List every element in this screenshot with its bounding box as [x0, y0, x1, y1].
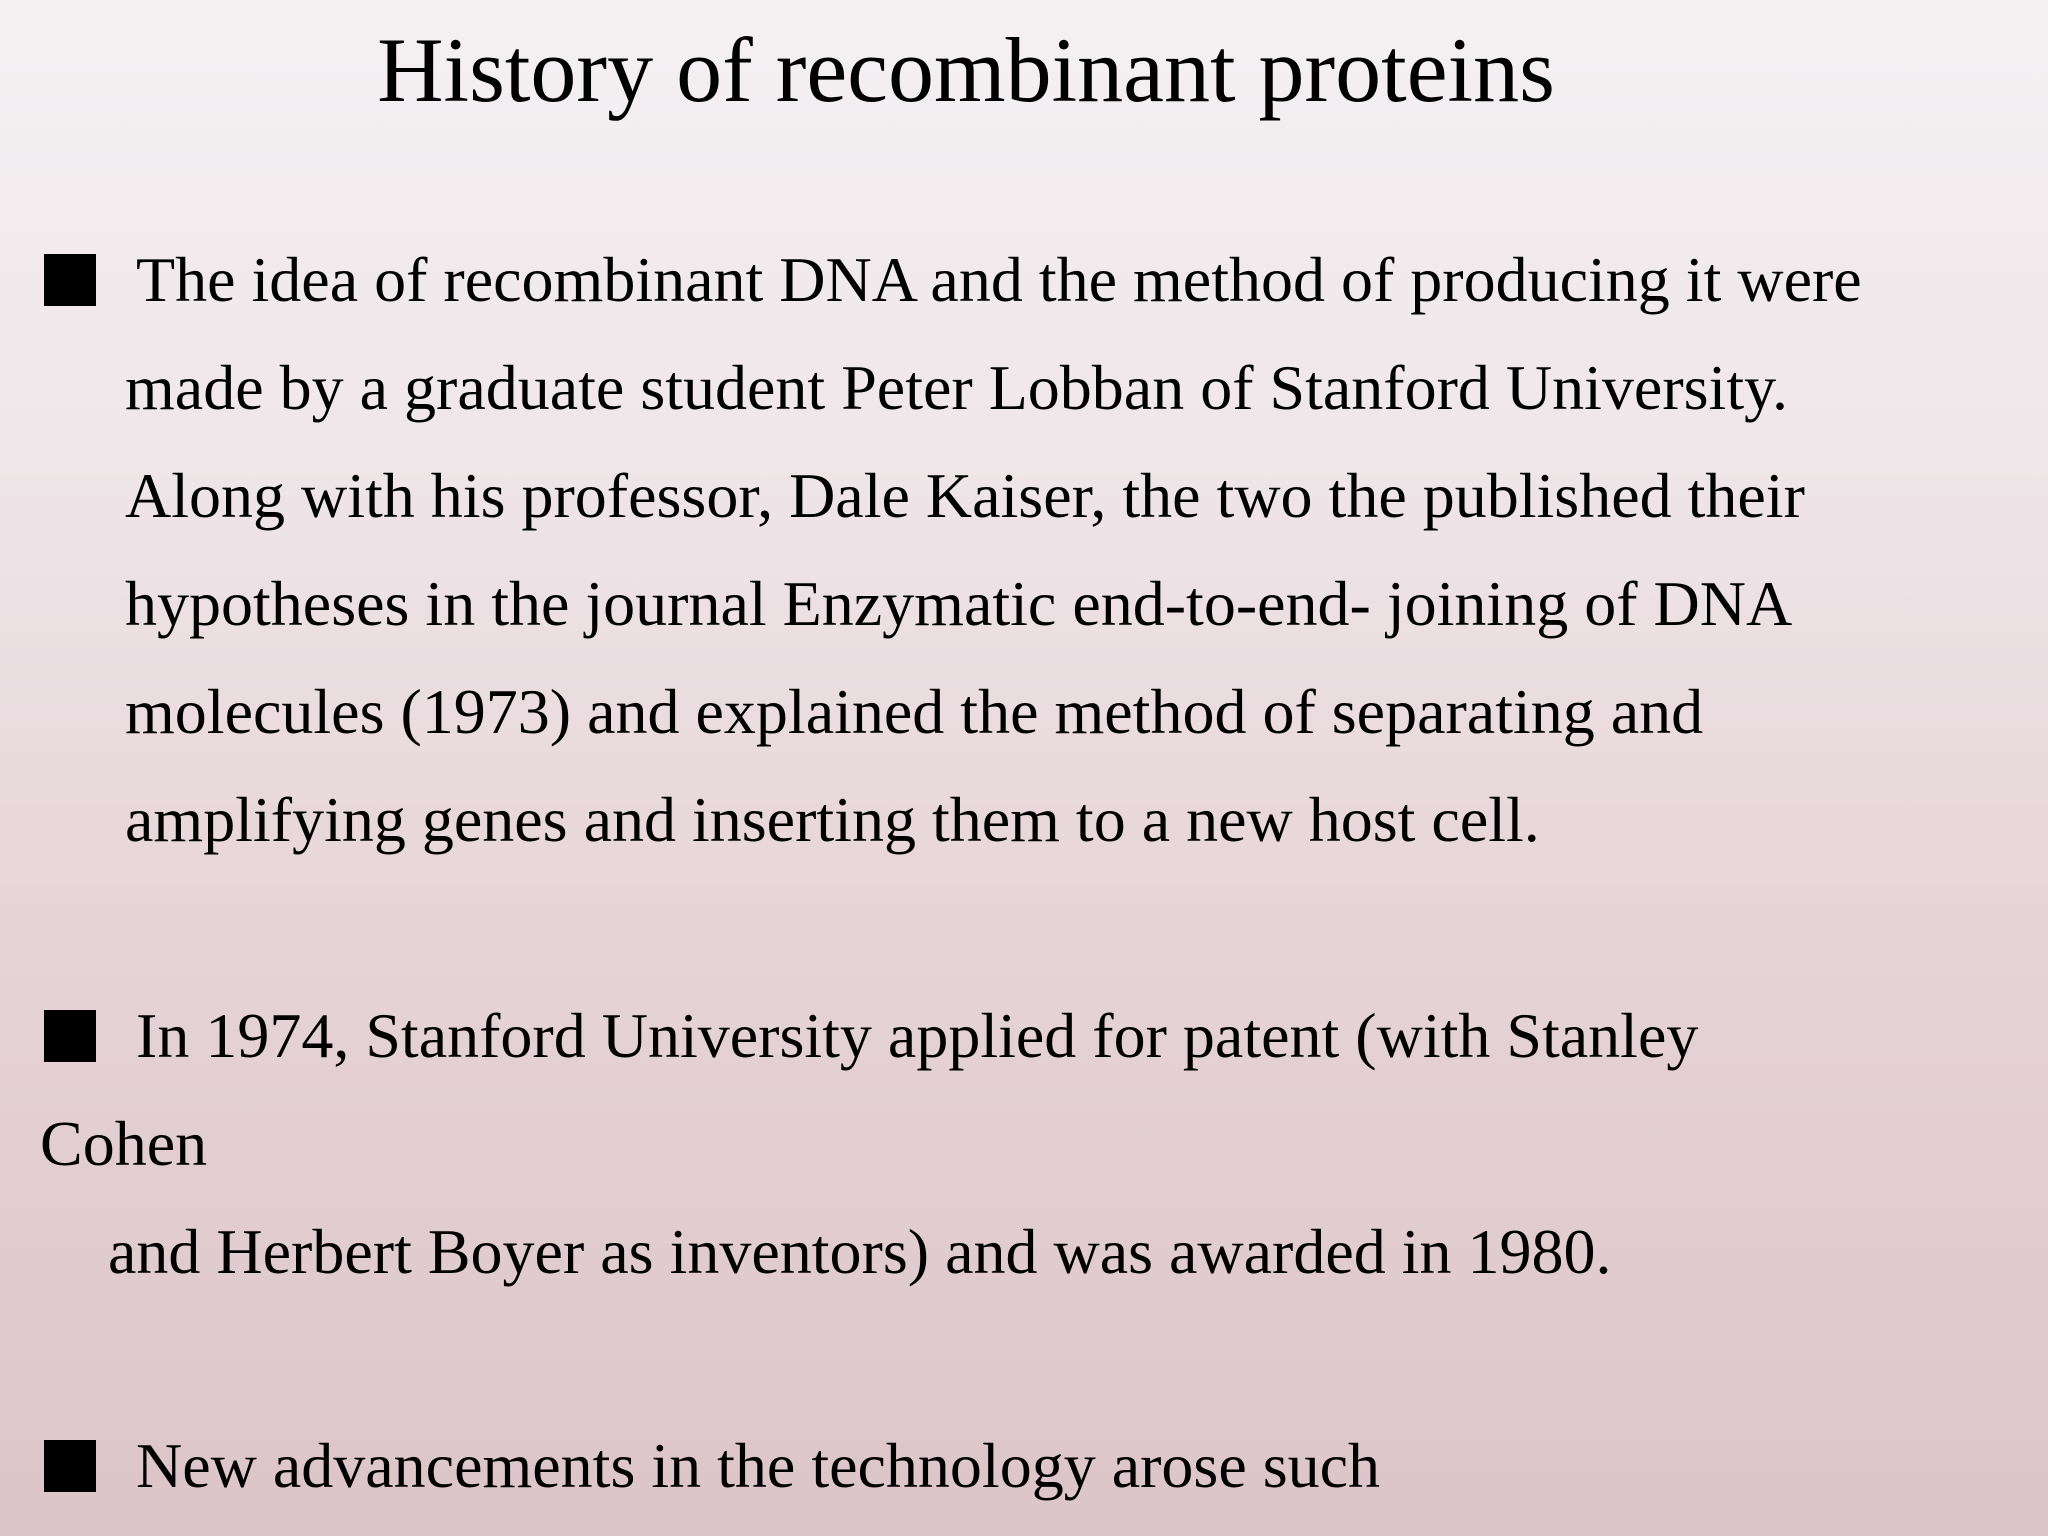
- bullet-2-line-3: and Herbert Boyer as inventors) and was awarded in 1980.: [108, 1216, 1612, 1287]
- bullet-1-line-5: molecules (1973) and explained the method of separating and: [125, 676, 1704, 747]
- square-bullet-icon: [44, 1440, 96, 1492]
- bullet-3-line-1: New advancements in the technology arose such: [136, 1430, 1381, 1501]
- square-bullet-icon: [44, 254, 96, 306]
- bullet-2-line-2: Cohen: [40, 1108, 208, 1179]
- bullet-1-line-4: hypotheses in the journal Enzymatic end-to-end- joining of DNA: [125, 568, 1793, 639]
- bullet-2-line-1: In 1974, Stanford University applied for patent (with Stanley: [136, 1000, 1699, 1071]
- bullet-1-line-6: amplifying genes and inserting them to a new host cell.: [125, 784, 1540, 855]
- bullet-1-line-3: Along with his professor, Dale Kaiser, the two the published their: [125, 460, 1805, 531]
- slide-title: History of recombinant proteins: [377, 19, 1555, 121]
- bullet-1-line-1: The idea of recombinant DNA and the method of producing it were: [136, 244, 1862, 315]
- square-bullet-icon: [44, 1010, 96, 1062]
- bullet-1-line-2: made by a graduate student Peter Lobban of Stanford University.: [125, 352, 1788, 423]
